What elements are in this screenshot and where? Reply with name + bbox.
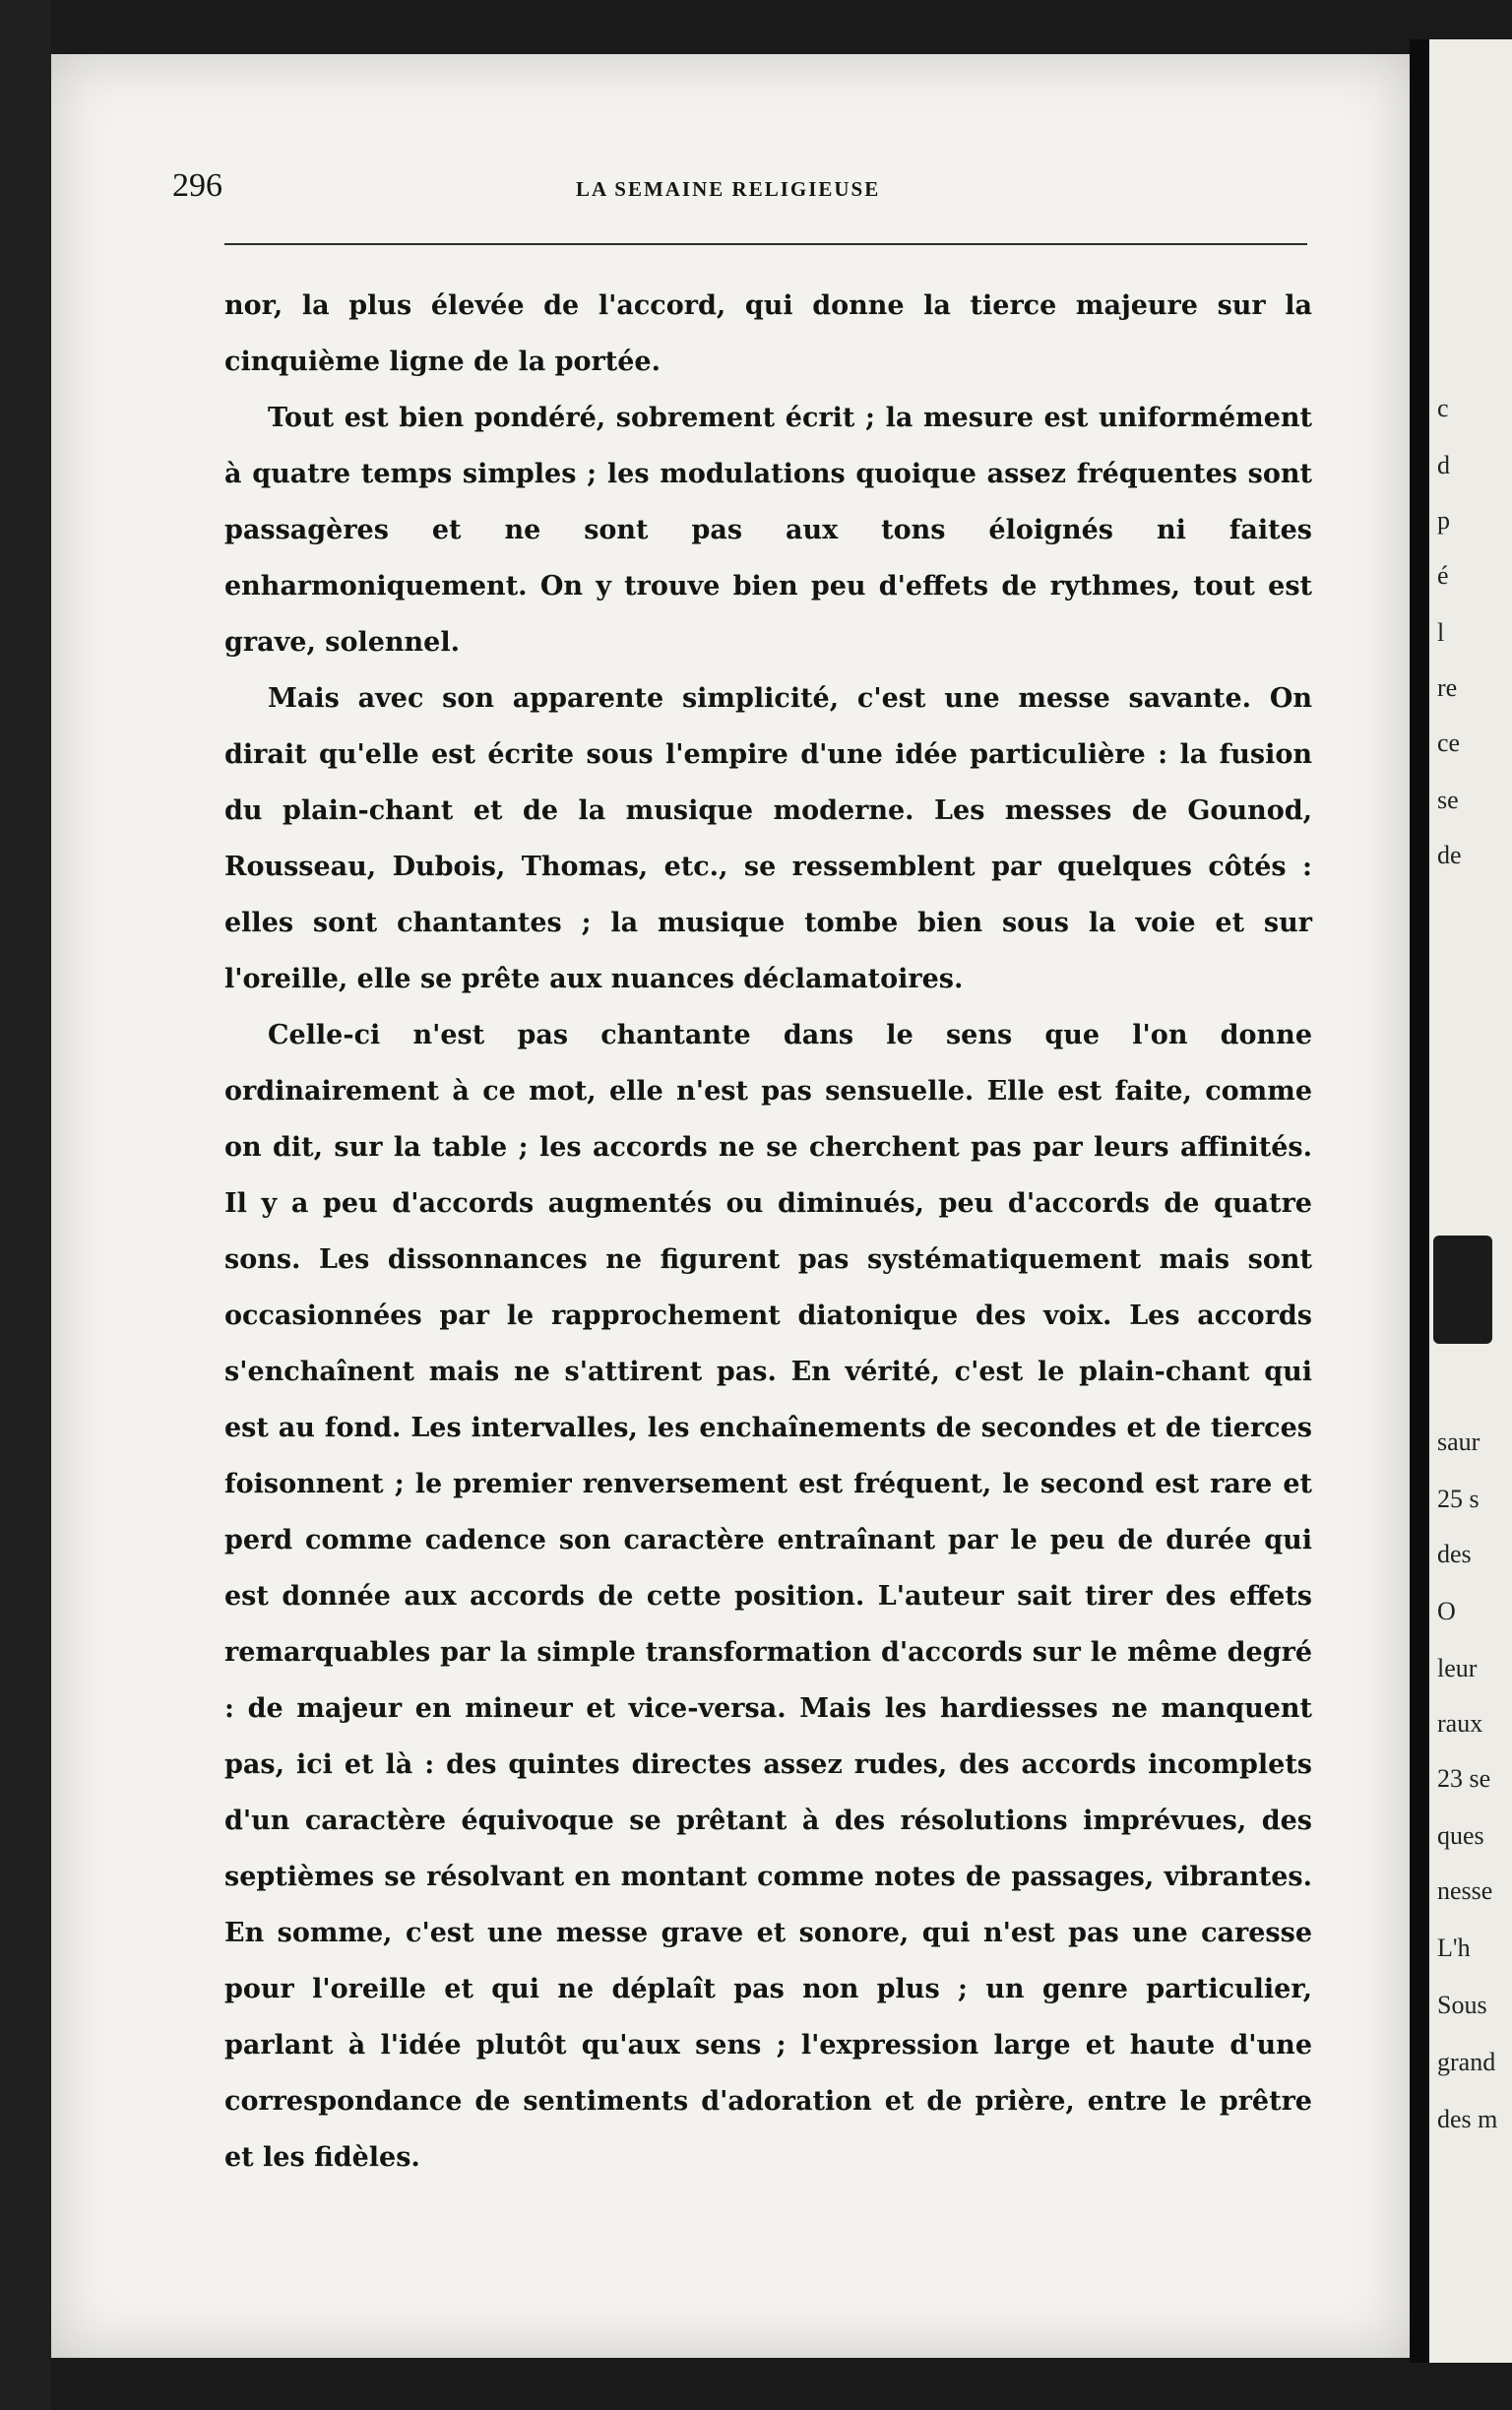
next-page-fragment: é — [1437, 561, 1449, 590]
running-title: LA SEMAINE RELIGIEUSE — [576, 177, 881, 201]
next-page-fragment: Sous — [1437, 1991, 1487, 2019]
paragraph: Mais avec son apparente simplicité, c'est une messe savante. On dirait qu'elle est écrite sous l'empire d'une idée particulière : la fusion du plain-chant et de la musique moderne. Les messes de Gounod, Rousseau, Dubois, Thomas, etc., se ressemblent par quelques côtés : elles sont chantantes ; la musique tombe bien sous la voie et sur l'oreille, elle se prête aux nuances déclamatoires. — [224, 683, 1312, 994]
page-number: 296 — [172, 167, 222, 204]
next-page-fragment: ce — [1437, 729, 1461, 757]
paragraph: nor, la plus élevée de l'accord, qui donne la tierce majeure sur la cinquième ligne de la portée. — [224, 290, 1312, 377]
paragraph: Celle-ci n'est pas chantante dans le sens que l'on donne ordinairement à ce mot, elle n'est pas sensuelle. Elle est faite, comme on dit, sur la table ; les accords ne se cherchent pas par leurs affinités. Il y a peu d'accords augmentés ou diminués, peu d'accords de quatre sons. Les dissonnances ne figurent pas systématiquement mais sont occasionnées par le rapprochement diatonique des voix. Les accords s'enchaînent mais ne s'attirent pas. En vérité, c'est le plain-chant qui est au fond. Les intervalles, les enchaînements de secondes et de tierces foisonnent ; le premier renversement est fréquent, le second est rare et perd comme cadence son caractère entraînant par le peu de durée qui est donnée aux accords de cette position. L'auteur sait tirer des effets remarquables par la simple transformation d'accords sur le même degré : de majeur en mineur et vice-versa. Mais les hardiesses ne manquent pas, ici et là : des quintes directes assez rudes, des accords incomplets d'un caractère équivoque se prêtant à des résolutions imprévues, des septièmes se résolvant en montant comme notes de passages, vibrantes. En somme, c'est une messe grave et sonore, qui n'est pas une caresse pour l'oreille et qui ne déplaît pas non plus ; un genre particulier, parlant à l'idée plutôt qu'aux sens ; l'expression large et haute d'une correspondance de sentiments d'adoration et de prière, entre le prêtre et les fidèles. — [224, 1020, 1312, 2173]
ornament-initial — [1433, 1236, 1492, 1344]
body-text — [224, 278, 1312, 2186]
next-page-fragment: c — [1437, 394, 1449, 422]
page-header — [172, 167, 1314, 217]
next-page-fragment: ques — [1437, 1821, 1484, 1850]
next-page-fragment: nesse — [1437, 1876, 1493, 1905]
next-page-fragment: des — [1437, 1540, 1472, 1568]
next-page-edge — [1429, 39, 1512, 2363]
next-page-fragment: L'h — [1437, 1934, 1471, 1962]
next-page-fragment: des m — [1437, 2105, 1498, 2133]
next-page-fragment: de — [1437, 841, 1462, 869]
next-page-fragment: 25 s — [1437, 1485, 1480, 1513]
next-page-fragment: saur — [1437, 1427, 1480, 1456]
book-gutter — [1410, 39, 1429, 2363]
next-page-fragment: leur — [1437, 1654, 1478, 1682]
next-page-fragment: O — [1437, 1597, 1456, 1625]
next-page-fragment: raux — [1437, 1709, 1483, 1738]
next-page-fragment: re — [1437, 673, 1458, 702]
header-rule — [224, 243, 1307, 245]
paragraph: Tout est bien pondéré, sobrement écrit ; la mesure est uniformément à quatre temps simples ; les modulations quoique assez fréquentes sont passagères et ne sont pas aux tons éloignés ni faites enharmoniquement. On y trouve bien peu d'effets de rythmes, tout est grave, solennel. — [224, 403, 1312, 658]
next-page-fragment: 23 se — [1437, 1764, 1491, 1793]
scan-border-left — [0, 0, 51, 2410]
next-page-fragment: p — [1437, 506, 1450, 535]
next-page-fragment: d — [1437, 451, 1450, 479]
next-page-fragment: l — [1437, 618, 1445, 647]
next-page-fragment: grand — [1437, 2048, 1496, 2076]
next-page-fragment: se — [1437, 786, 1459, 814]
